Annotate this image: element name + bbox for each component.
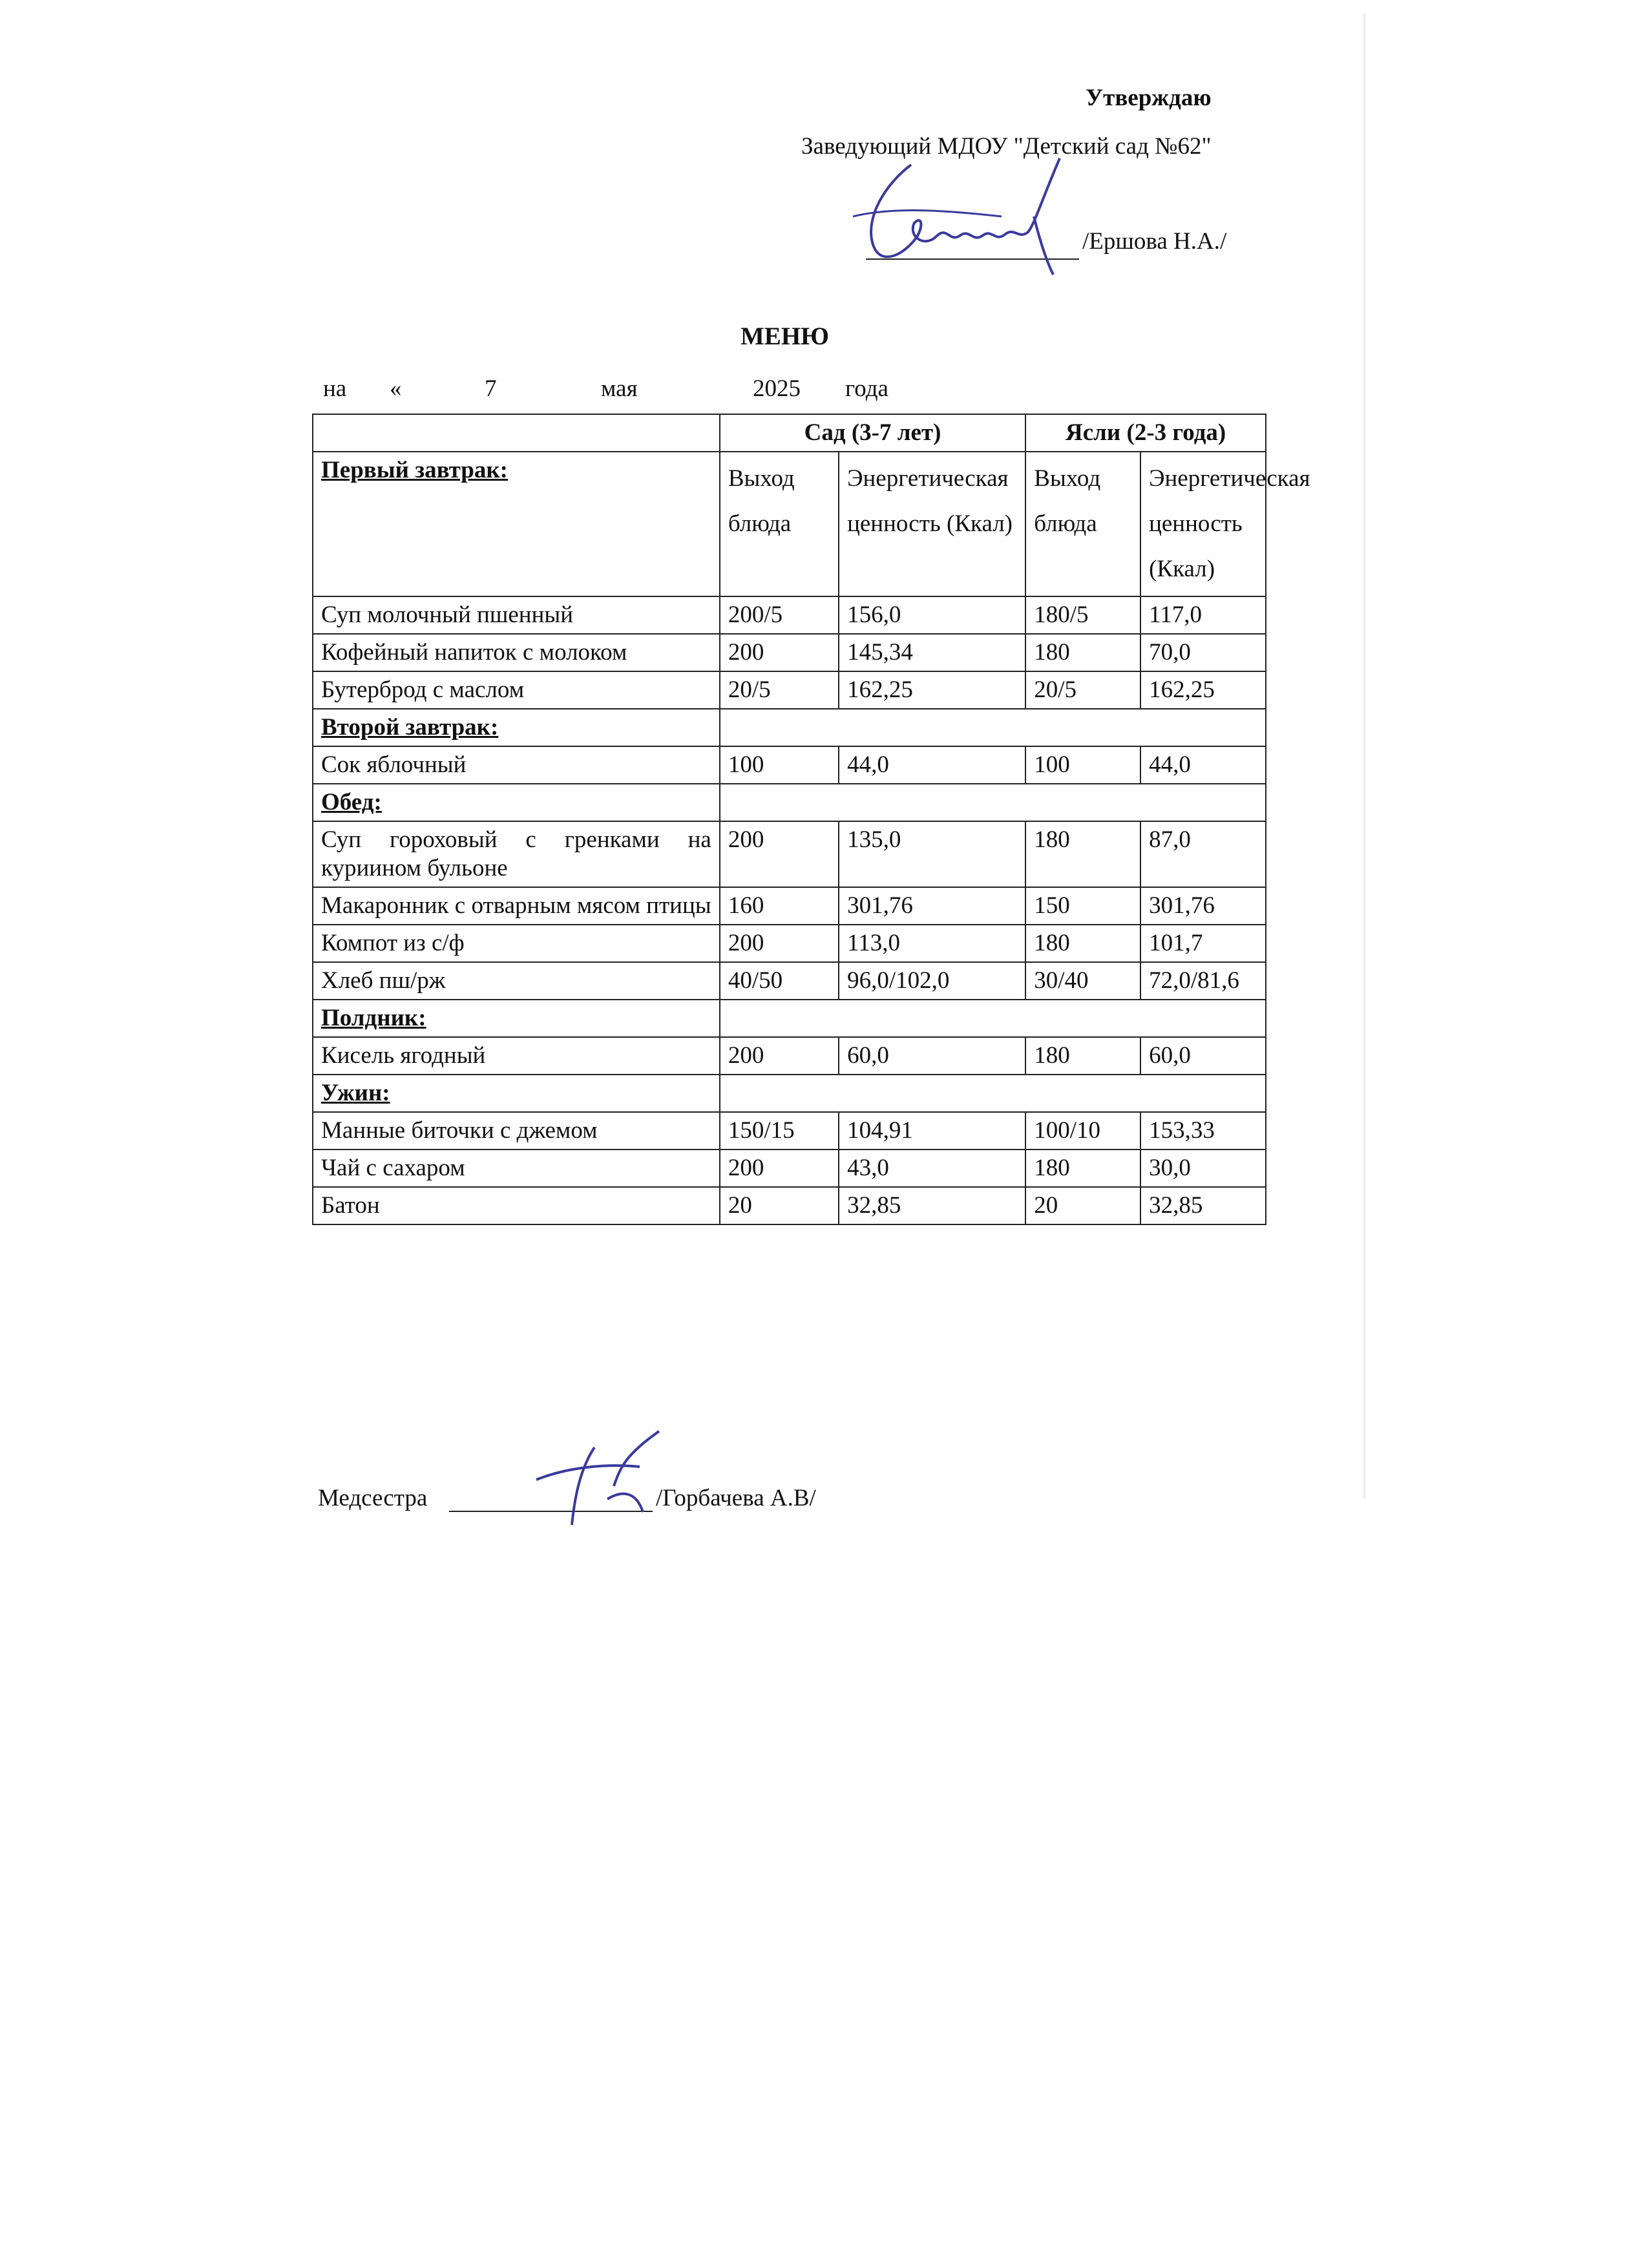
nurse-name: /Горбачева А.В/	[656, 1485, 816, 1511]
portion-cell: 150/15	[720, 1112, 839, 1150]
table-row	[313, 671, 1266, 709]
page-title: МЕНЮ	[740, 322, 830, 350]
dish-name: Манные биточки с джемом	[313, 1112, 720, 1150]
date-prefix: на	[323, 375, 347, 402]
energy-cell: 145,34	[839, 634, 1025, 671]
dish-name: Кофейный напиток с молоком	[313, 634, 720, 671]
portion-cell: 180/5	[1025, 596, 1140, 634]
energy-cell: 135,0	[839, 821, 1025, 887]
dish-name: Батон	[313, 1187, 720, 1224]
column-subheader: Энергетическая ценность (Ккал)	[1140, 452, 1266, 596]
date-suffix: года	[845, 375, 888, 402]
section-title: Полдник:	[313, 1000, 720, 1037]
section-row	[313, 1075, 1266, 1112]
energy-cell: 32,85	[1140, 1187, 1266, 1224]
portion-cell: 180	[1025, 821, 1140, 887]
portion-cell: 200	[720, 821, 839, 887]
head-position: Заведующий МДОУ "Детский сад №62"	[801, 133, 1212, 160]
section-title: Обед:	[313, 784, 720, 821]
dish-name: Суп молочный пшенный	[313, 596, 720, 634]
section-row	[313, 709, 1266, 746]
energy-cell: 101,7	[1140, 925, 1266, 962]
head-name: /Ершова Н.А./	[1082, 228, 1227, 255]
energy-cell: 60,0	[1140, 1037, 1266, 1075]
section-row	[313, 1000, 1266, 1037]
portion-cell: 20	[720, 1187, 839, 1224]
energy-cell: 96,0/102,0	[839, 962, 1025, 1000]
head-signature	[840, 145, 1086, 288]
portion-cell: 20	[1025, 1187, 1140, 1224]
dish-name: Кисель ягодный	[313, 1037, 720, 1075]
column-subheader: Выход блюда	[720, 452, 839, 596]
table-row	[313, 962, 1266, 1000]
portion-cell: 100	[720, 746, 839, 784]
section-title: Ужин:	[313, 1075, 720, 1112]
energy-cell: 162,25	[1140, 671, 1266, 709]
table-row	[313, 925, 1266, 962]
column-subheader: Энергетическая ценность (Ккал)	[839, 452, 1025, 596]
nurse-signature	[510, 1428, 704, 1531]
energy-cell: 44,0	[839, 746, 1025, 784]
table-row	[313, 1187, 1266, 1224]
dish-name: Чай с сахаром	[313, 1150, 720, 1187]
portion-cell: 200	[720, 634, 839, 671]
empty-cell	[720, 709, 1266, 746]
date-day: 7	[485, 375, 497, 402]
group-garden: Сад (3-7 лет)	[720, 414, 1025, 452]
energy-cell: 44,0	[1140, 746, 1266, 784]
dish-name: Компот из с/ф	[313, 925, 720, 962]
portion-cell: 180	[1025, 634, 1140, 671]
section-title: Второй завтрак:	[313, 709, 720, 746]
energy-cell: 60,0	[839, 1037, 1025, 1075]
portion-cell: 100/10	[1025, 1112, 1140, 1150]
energy-cell: 43,0	[839, 1150, 1025, 1187]
energy-cell: 70,0	[1140, 634, 1266, 671]
table-row	[313, 821, 1266, 887]
portion-cell: 200/5	[720, 596, 839, 634]
section-title: Первый завтрак:	[313, 452, 720, 596]
portion-cell: 200	[720, 1150, 839, 1187]
portion-cell: 100	[1025, 746, 1140, 784]
energy-cell: 104,91	[839, 1112, 1025, 1150]
column-subheader: Выход блюда	[1025, 452, 1140, 596]
energy-cell: 301,76	[1140, 887, 1266, 925]
group-header-row	[313, 414, 1266, 452]
energy-cell: 162,25	[839, 671, 1025, 709]
section-row	[313, 452, 1266, 596]
table-row	[313, 634, 1266, 671]
energy-cell: 156,0	[839, 596, 1025, 634]
portion-cell: 20/5	[720, 671, 839, 709]
portion-cell: 150	[1025, 887, 1140, 925]
portion-cell: 180	[1025, 1150, 1140, 1187]
energy-cell: 301,76	[839, 887, 1025, 925]
dish-name: Хлеб пш/рж	[313, 962, 720, 1000]
nurse-label: Медсестра	[318, 1485, 428, 1511]
portion-cell: 200	[720, 1037, 839, 1075]
portion-cell: 20/5	[1025, 671, 1140, 709]
empty-cell	[720, 1000, 1266, 1037]
portion-cell: 160	[720, 887, 839, 925]
empty-cell	[720, 1075, 1266, 1112]
table-row	[313, 746, 1266, 784]
portion-cell: 200	[720, 925, 839, 962]
energy-cell: 113,0	[839, 925, 1025, 962]
dish-name: Сок яблочный	[313, 746, 720, 784]
portion-cell: 30/40	[1025, 962, 1140, 1000]
energy-cell: 117,0	[1140, 596, 1266, 634]
table-row	[313, 1150, 1266, 1187]
table-row	[313, 596, 1266, 634]
group-nursery: Ясли (2-3 года)	[1025, 414, 1266, 452]
date-quote: «	[390, 375, 402, 402]
energy-cell: 32,85	[839, 1187, 1025, 1224]
section-row	[313, 784, 1266, 821]
date-year: 2025	[753, 375, 801, 402]
dish-name: Макаронник с отварным мясом птицы	[313, 887, 720, 925]
date-month: мая	[601, 375, 638, 402]
scan-edge	[1363, 13, 1365, 1499]
empty-cell	[720, 784, 1266, 821]
empty-corner-cell	[313, 414, 720, 452]
energy-cell: 72,0/81,6	[1140, 962, 1266, 1000]
portion-cell: 40/50	[720, 962, 839, 1000]
portion-cell: 180	[1025, 1037, 1140, 1075]
energy-cell: 30,0	[1140, 1150, 1266, 1187]
approve-label: Утверждаю	[1086, 85, 1212, 111]
table-row	[313, 1112, 1266, 1150]
table-row	[313, 1037, 1266, 1075]
table-row	[313, 887, 1266, 925]
dish-name: Бутерброд с маслом	[313, 671, 720, 709]
dish-name: Суп гороховый с гренками на куриином бульоне	[313, 821, 720, 887]
menu-table	[312, 414, 1310, 1225]
portion-cell: 180	[1025, 925, 1140, 962]
energy-cell: 87,0	[1140, 821, 1266, 887]
energy-cell: 153,33	[1140, 1112, 1266, 1150]
